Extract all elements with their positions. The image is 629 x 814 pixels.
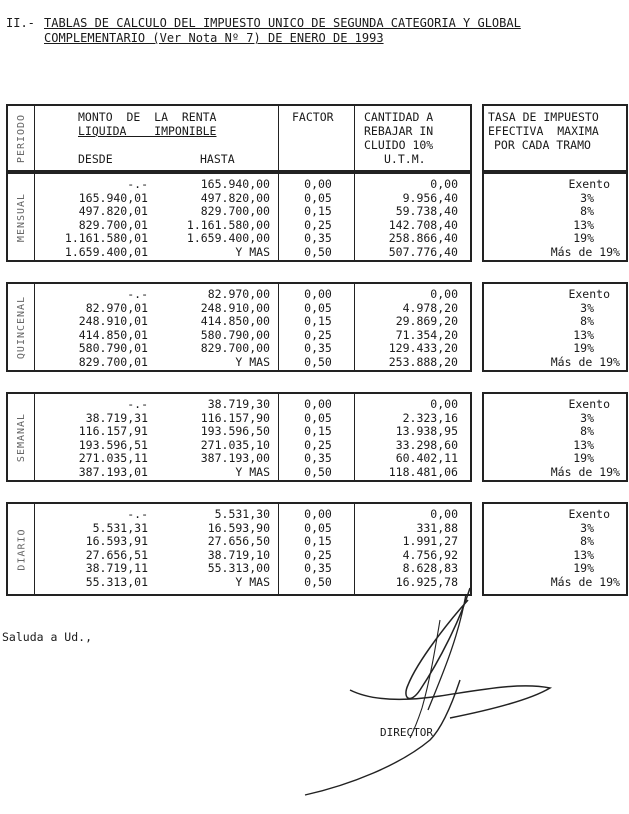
block-semanal bbox=[6, 392, 472, 482]
tasa-cell: 3% bbox=[580, 520, 594, 535]
table-row: -.- 165.940,00 0,00 0,00 bbox=[127, 177, 458, 191]
table-row: 497.820,01 829.700,00 0,15 59.738,40 bbox=[78, 204, 458, 219]
tasa-block-quincenal bbox=[482, 282, 628, 372]
table-row: 1.659.400,01 Y MAS 0,50 507.776,40 bbox=[64, 245, 458, 259]
closing-text: Saluda a Ud., bbox=[2, 630, 93, 644]
tasa-cell: 13% bbox=[573, 327, 594, 342]
factor-header: FACTOR bbox=[292, 110, 334, 124]
tasa-cell: 3% bbox=[580, 190, 594, 205]
tasa-cell: Más de 19% bbox=[550, 355, 620, 369]
table-row: 414.850,01 580.790,00 0,25 71.354,20 bbox=[78, 327, 458, 342]
table-row: 580.790,01 829.700,00 0,35 129.433,20 bbox=[78, 341, 458, 356]
table-row: 271.035,11 387.193,00 0,35 60.402,11 bbox=[78, 451, 458, 466]
tasa-cell: Exento bbox=[568, 177, 610, 191]
periodo-label: MENSUAL bbox=[16, 192, 28, 242]
desde-header: DESDE bbox=[78, 152, 113, 166]
monto-header-line-1: MONTO DE LA RENTA bbox=[78, 110, 217, 124]
hasta-header: HASTA bbox=[200, 152, 235, 166]
table-row: 27.656,51 38.719,10 0,25 4.756,92 bbox=[85, 547, 458, 562]
tasa-block-mensual bbox=[482, 172, 628, 262]
handwritten-signature bbox=[290, 580, 590, 800]
tasa-cell: Más de 19% bbox=[550, 245, 620, 259]
signature-title: DIRECTOR bbox=[380, 726, 433, 739]
tasa-cell: Exento bbox=[568, 507, 610, 521]
table-row: 248.910,01 414.850,00 0,15 29.869,20 bbox=[78, 314, 458, 329]
table-row: 829.700,01 Y MAS 0,50 253.888,20 bbox=[78, 355, 458, 369]
table-row: 1.161.580,01 1.659.400,00 0,35 258.866,40 bbox=[64, 231, 458, 246]
tasa-cell: 19% bbox=[573, 341, 594, 356]
table-row: 55.313,01 Y MAS 0,50 16.925,78 bbox=[85, 575, 458, 589]
table-row: 193.596,51 271.035,10 0,25 33.298,60 bbox=[78, 437, 458, 452]
table-row: 82.970,01 248.910,00 0,05 4.978,20 bbox=[85, 300, 458, 315]
table-row: 116.157,91 193.596,50 0,15 13.938,95 bbox=[78, 424, 458, 439]
table-row: -.- 38.719,30 0,00 0,00 bbox=[127, 397, 458, 411]
tasa-cell: 19% bbox=[573, 231, 594, 246]
tasa-cell: 13% bbox=[573, 437, 594, 452]
tasa-cell: 3% bbox=[580, 300, 594, 315]
periodo-header: PERIODO bbox=[16, 113, 28, 163]
tasa-cell: 13% bbox=[573, 547, 594, 562]
table-row: 38.719,31 116.157,90 0,05 2.323,16 bbox=[85, 410, 458, 425]
table-row: 5.531,31 16.593,90 0,05 331,88 bbox=[92, 520, 458, 535]
cantidad-header-line-1: CANTIDAD A bbox=[364, 110, 434, 124]
title-line-1: TABLAS DE CALCULO DEL IMPUESTO UNICO DE SEGUNDA CATEGORIA Y GLOBAL bbox=[44, 16, 521, 30]
tasa-header-line-1: TASA DE IMPUESTO bbox=[488, 110, 599, 124]
document-title bbox=[6, 16, 521, 46]
tasa-header bbox=[482, 104, 628, 172]
tasa-block-semanal bbox=[482, 392, 628, 482]
tasa-cell: 8% bbox=[580, 534, 594, 549]
table-row: 387.193,01 Y MAS 0,50 118.481,06 bbox=[78, 465, 458, 479]
tasa-cell: 8% bbox=[580, 424, 594, 439]
cantidad-header-line-2: REBAJAR IN bbox=[364, 124, 434, 138]
tasa-cell: 8% bbox=[580, 314, 594, 329]
cantidad-header-line-3: CLUIDO 10% bbox=[364, 138, 434, 152]
block-mensual bbox=[6, 172, 472, 262]
periodo-label: QUINCENAL bbox=[16, 295, 28, 359]
title-line-2: COMPLEMENTARIO (Ver Nota Nº 7) DE ENERO DE 1993 bbox=[44, 31, 384, 45]
tasa-cell: Exento bbox=[568, 397, 610, 411]
table-row: -.- 82.970,00 0,00 0,00 bbox=[127, 287, 458, 301]
table-row: 829.700,01 1.161.580,00 0,25 142.708,40 bbox=[78, 217, 458, 232]
tasa-cell: Exento bbox=[568, 287, 610, 301]
table-header bbox=[6, 104, 472, 172]
tasa-cell: 13% bbox=[573, 217, 594, 232]
table-row: 16.593,91 27.656,50 0,15 1.991,27 bbox=[85, 534, 458, 549]
tasa-header-line-2: EFECTIVA MAXIMA bbox=[488, 124, 599, 138]
table-row: 165.940,01 497.820,00 0,05 9.956,40 bbox=[78, 190, 458, 205]
tasa-cell: 19% bbox=[573, 451, 594, 466]
periodo-label: DIARIO bbox=[16, 527, 28, 571]
cantidad-header-line-4: U.T.M. bbox=[384, 152, 426, 166]
table-row: 38.719,11 55.313,00 0,35 8.628,83 bbox=[85, 561, 458, 576]
periodo-label: SEMANAL bbox=[16, 412, 28, 462]
tasa-cell: 19% bbox=[573, 561, 594, 576]
section-number: II.- bbox=[6, 16, 35, 30]
table-row: -.- 5.531,30 0,00 0,00 bbox=[127, 507, 458, 521]
tasa-cell: 3% bbox=[580, 410, 594, 425]
tasa-cell: Más de 19% bbox=[550, 465, 620, 479]
monto-header-line-2: LIQUIDA IMPONIBLE bbox=[78, 124, 217, 138]
tasa-header-line-3: POR CADA TRAMO bbox=[494, 138, 591, 152]
tasa-cell: Más de 19% bbox=[550, 575, 620, 589]
tasa-cell: 8% bbox=[580, 204, 594, 219]
block-quincenal bbox=[6, 282, 472, 372]
